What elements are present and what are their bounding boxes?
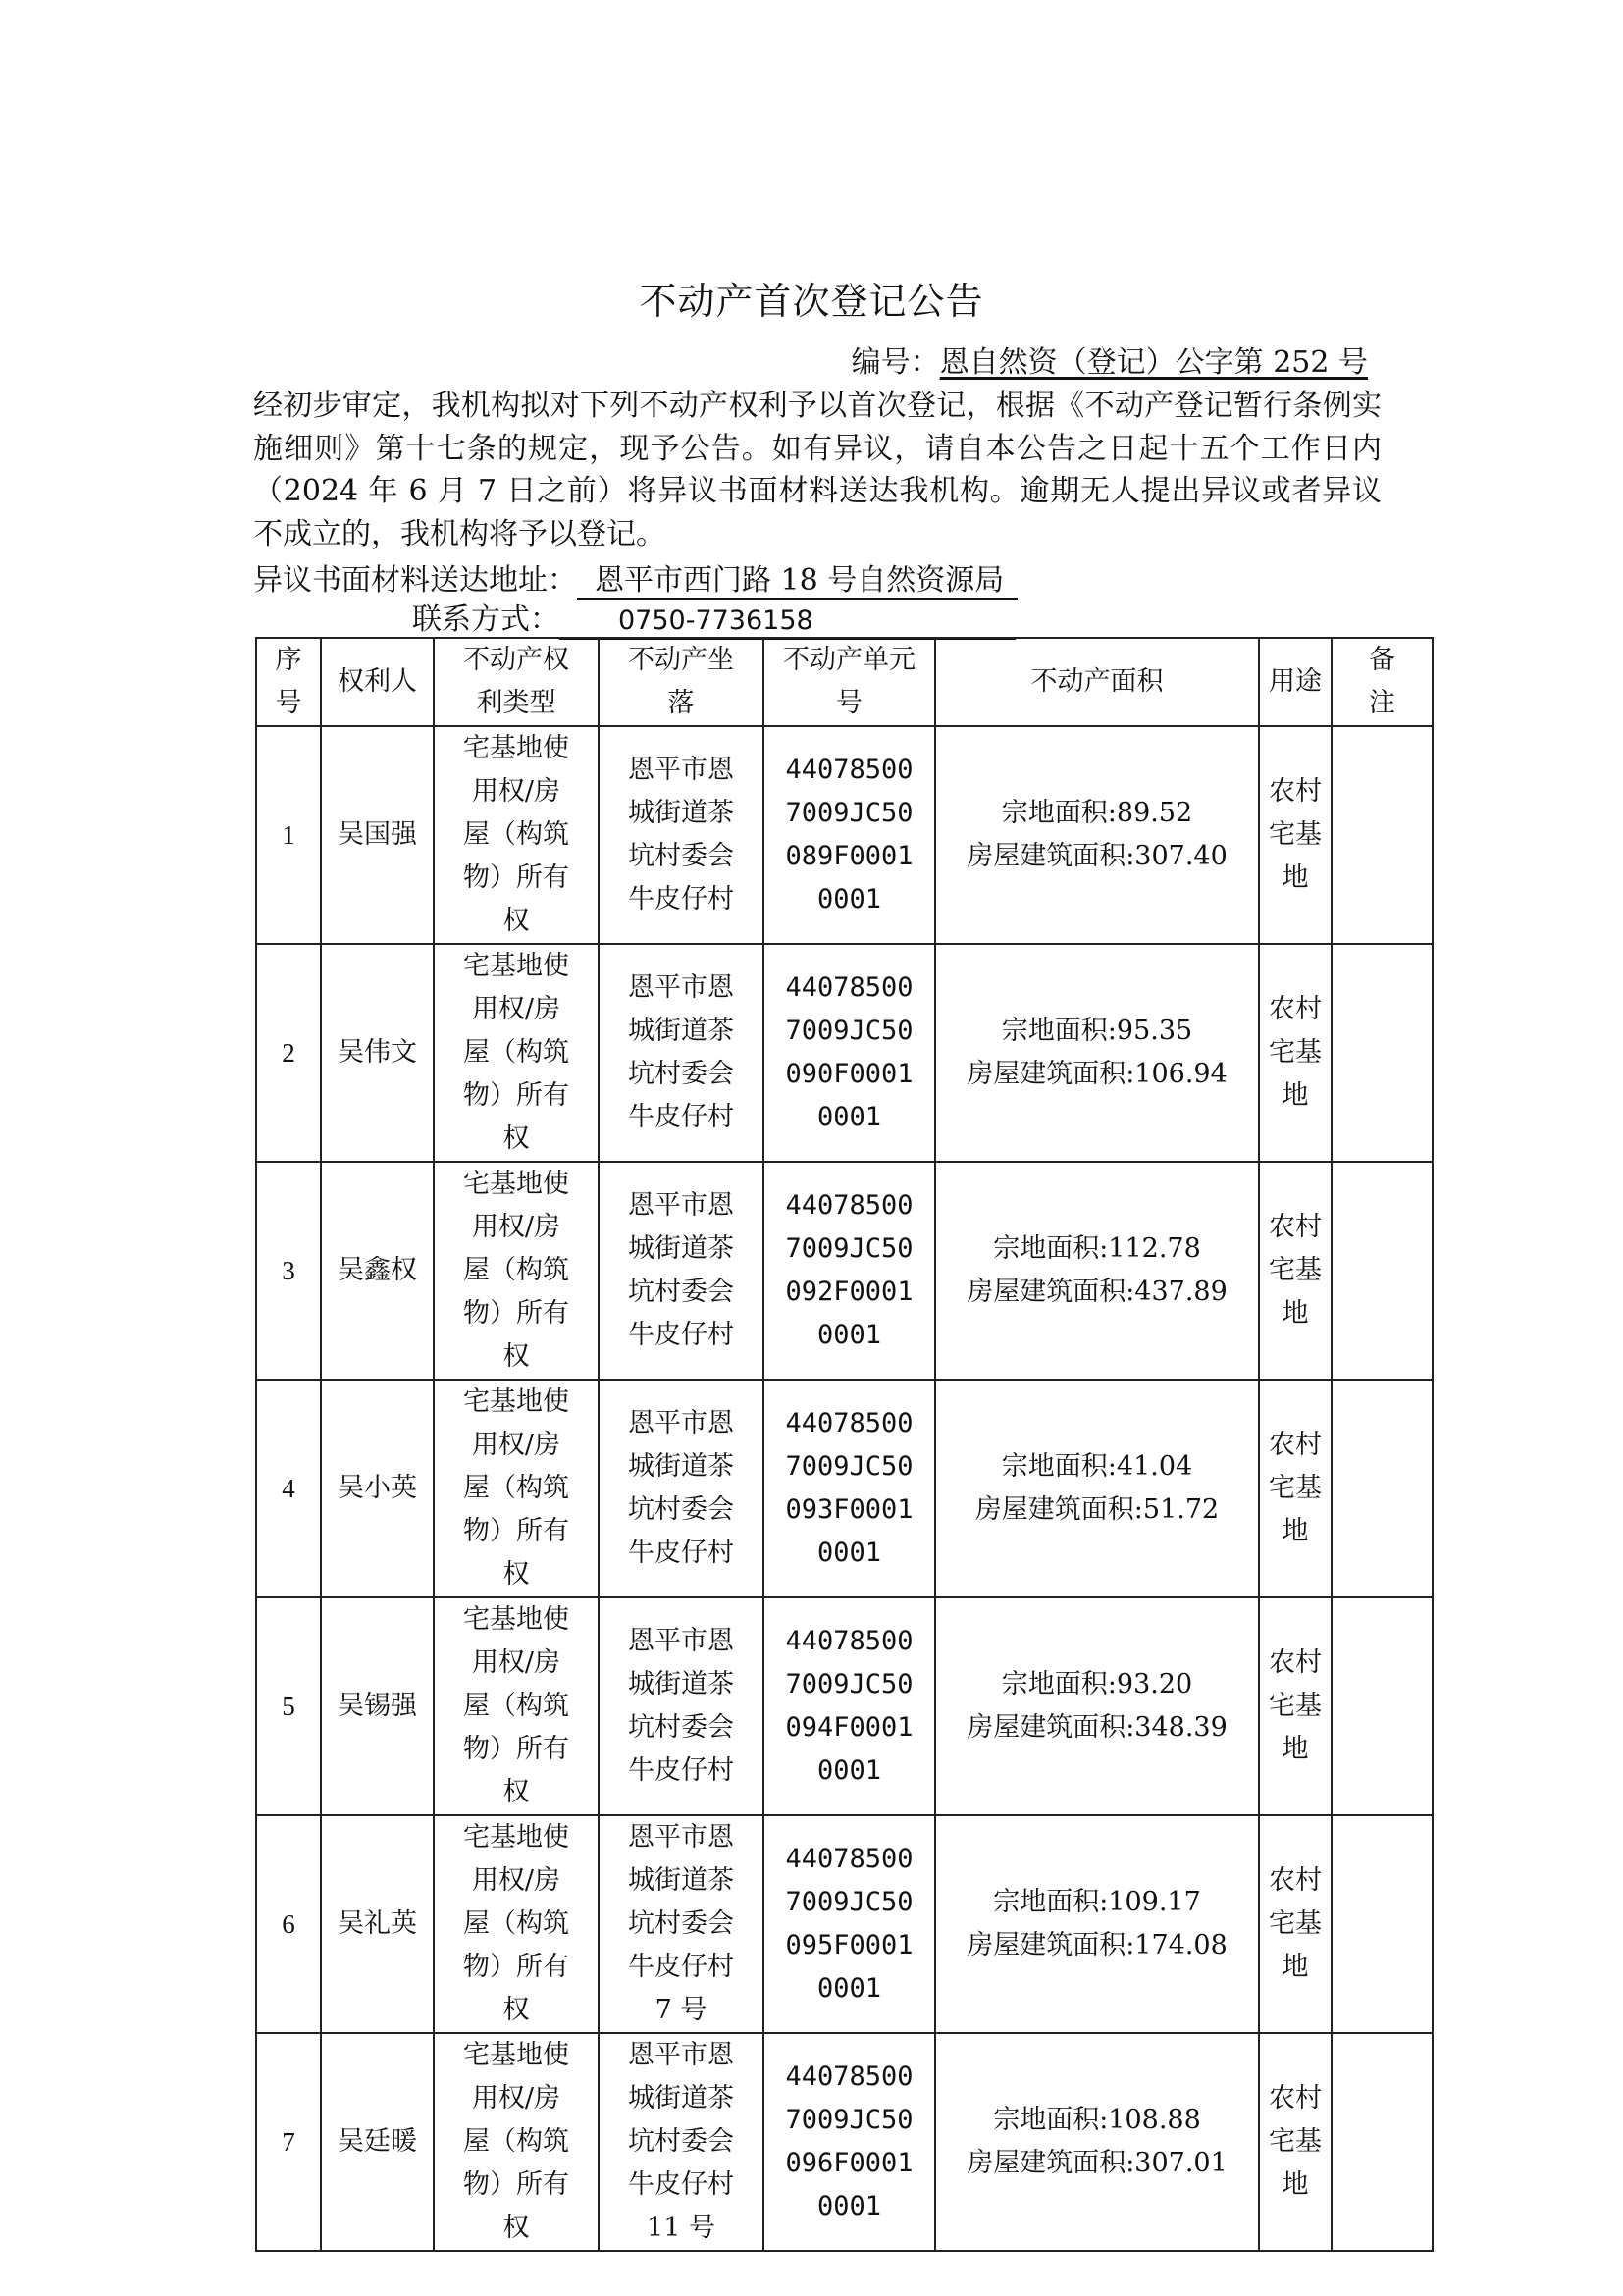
cell-remark <box>1332 944 1433 1162</box>
cell-unit-no: 440785007009JC50092F00010001 <box>763 1162 935 1380</box>
cell-seq: 6 <box>256 1815 321 2033</box>
cell-remark <box>1332 1162 1433 1380</box>
cell-holder: 吴礼英 <box>321 1815 434 2033</box>
cell-unit-no: 440785007009JC50089F00010001 <box>763 726 935 944</box>
cell-right-type: 宅基地使用权/房屋（构筑物）所有权 <box>434 1815 599 2033</box>
building-area: 房屋建筑面积:307.01 <box>967 2148 1228 2178</box>
cell-unit-no: 440785007009JC50095F00010001 <box>763 1815 935 2033</box>
cell-usage: 农村宅基地 <box>1259 1815 1332 2033</box>
building-area: 房屋建筑面积:307.40 <box>967 841 1228 871</box>
cell-remark <box>1332 726 1433 944</box>
table-row <box>256 726 1433 944</box>
building-area: 房屋建筑面积:106.94 <box>967 1059 1228 1089</box>
header-holder: 权利人 <box>321 638 434 726</box>
header-area: 不动产面积 <box>935 638 1259 726</box>
cell-area <box>935 944 1259 1162</box>
table-row <box>256 1597 1433 1815</box>
cell-usage: 农村宅基地 <box>1259 1380 1332 1597</box>
cell-right-type: 宅基地使用权/房屋（构筑物）所有权 <box>434 1597 599 1815</box>
cell-location: 恩平市恩城街道茶坑村委会牛皮仔村 <box>599 1162 763 1380</box>
land-area: 宗地面积:41.04 <box>1001 1451 1193 1482</box>
cell-seq: 3 <box>256 1162 321 1380</box>
announcement-body: 经初步审定，我机构拟对下列不动产权利予以首次登记，根据《不动产登记暂行条例实施细则》第十七条的规定，现予公告。如有异议，请自本公告之日起十五个工作日内（2024 年 6 月 7 日之前）将异议书面材料送达我机构。逾期无人提出异议或者异议不成立的，我机构将予以登记。 <box>253 389 1382 551</box>
cell-location: 恩平市恩城街道茶坑村委会牛皮仔村 7 号 <box>599 1815 763 2033</box>
header-right-type: 不动产权利类型 <box>434 638 599 726</box>
land-area: 宗地面积:108.88 <box>993 2105 1201 2135</box>
cell-usage: 农村宅基地 <box>1259 726 1332 944</box>
table-row <box>256 2033 1433 2251</box>
table-row <box>256 1815 1433 2033</box>
cell-unit-no: 440785007009JC50094F00010001 <box>763 1597 935 1815</box>
contact-label: 联系方式： <box>412 602 559 637</box>
cell-right-type: 宅基地使用权/房屋（构筑物）所有权 <box>434 726 599 944</box>
header-unit-no: 不动产单元号 <box>763 638 935 726</box>
cell-holder: 吴小英 <box>321 1380 434 1597</box>
cell-unit-no: 440785007009JC50090F00010001 <box>763 944 935 1162</box>
land-area: 宗地面积:109.17 <box>993 1887 1201 1917</box>
cell-right-type: 宅基地使用权/房屋（构筑物）所有权 <box>434 944 599 1162</box>
land-area: 宗地面积:89.52 <box>1001 798 1193 828</box>
building-area: 房屋建筑面积:51.72 <box>974 1494 1220 1525</box>
objection-address-value: 恩平市西门路 18 号自然资源局 <box>577 564 1018 600</box>
cell-location: 恩平市恩城街道茶坑村委会牛皮仔村 <box>599 944 763 1162</box>
land-area: 宗地面积:93.20 <box>1001 1669 1193 1699</box>
cell-remark <box>1332 1597 1433 1815</box>
cell-location: 恩平市恩城街道茶坑村委会牛皮仔村 <box>599 1597 763 1815</box>
cell-remark <box>1332 1815 1433 2033</box>
table-row <box>256 1380 1433 1597</box>
header-remark: 备注 <box>1332 638 1433 726</box>
cell-location: 恩平市恩城街道茶坑村委会牛皮仔村 11 号 <box>599 2033 763 2251</box>
cell-location: 恩平市恩城街道茶坑村委会牛皮仔村 <box>599 1380 763 1597</box>
header-seq: 序号 <box>256 638 321 726</box>
cell-holder: 吴伟文 <box>321 944 434 1162</box>
objection-address <box>253 555 1018 600</box>
document-number-value: 恩自然资（登记）公字第 252 号 <box>939 345 1368 380</box>
building-area: 房屋建筑面积:437.89 <box>967 1277 1228 1307</box>
cell-unit-no: 440785007009JC50096F00010001 <box>763 2033 935 2251</box>
cell-usage: 农村宅基地 <box>1259 1162 1332 1380</box>
cell-holder: 吴国强 <box>321 726 434 944</box>
cell-area <box>935 2033 1259 2251</box>
cell-remark <box>1332 1380 1433 1597</box>
registration-table <box>255 637 1434 2252</box>
cell-seq: 5 <box>256 1597 321 1815</box>
cell-holder: 吴锡强 <box>321 1597 434 1815</box>
cell-unit-no: 440785007009JC50093F00010001 <box>763 1380 935 1597</box>
table-row <box>256 1162 1433 1380</box>
cell-seq: 2 <box>256 944 321 1162</box>
cell-seq: 7 <box>256 2033 321 2251</box>
contact-phone: 0750-7736158 <box>559 604 1016 640</box>
cell-seq: 1 <box>256 726 321 944</box>
contact-info <box>412 595 1016 640</box>
header-location: 不动产坐落 <box>599 638 763 726</box>
land-area: 宗地面积:112.78 <box>993 1233 1201 1264</box>
cell-seq: 4 <box>256 1380 321 1597</box>
page-title: 不动产首次登记公告 <box>639 280 984 323</box>
table-row <box>256 944 1433 1162</box>
cell-area <box>935 1597 1259 1815</box>
cell-area <box>935 726 1259 944</box>
header-usage: 用途 <box>1259 638 1332 726</box>
cell-area <box>935 1380 1259 1597</box>
cell-usage: 农村宅基地 <box>1259 1597 1332 1815</box>
cell-area <box>935 1162 1259 1380</box>
document-number <box>852 338 1368 381</box>
cell-usage: 农村宅基地 <box>1259 2033 1332 2251</box>
building-area: 房屋建筑面积:348.39 <box>967 1712 1228 1743</box>
cell-holder: 吴鑫权 <box>321 1162 434 1380</box>
objection-address-label: 异议书面材料送达地址： <box>253 563 577 598</box>
cell-right-type: 宅基地使用权/房屋（构筑物）所有权 <box>434 1380 599 1597</box>
document-number-label: 编号： <box>851 345 940 380</box>
cell-holder: 吴廷暖 <box>321 2033 434 2251</box>
cell-location: 恩平市恩城街道茶坑村委会牛皮仔村 <box>599 726 763 944</box>
cell-usage: 农村宅基地 <box>1259 944 1332 1162</box>
cell-right-type: 宅基地使用权/房屋（构筑物）所有权 <box>434 2033 599 2251</box>
cell-remark <box>1332 2033 1433 2251</box>
table-header-row <box>256 638 1433 726</box>
land-area: 宗地面积:95.35 <box>1001 1016 1193 1046</box>
cell-area <box>935 1815 1259 2033</box>
cell-right-type: 宅基地使用权/房屋（构筑物）所有权 <box>434 1162 599 1380</box>
building-area: 房屋建筑面积:174.08 <box>967 1930 1228 1960</box>
